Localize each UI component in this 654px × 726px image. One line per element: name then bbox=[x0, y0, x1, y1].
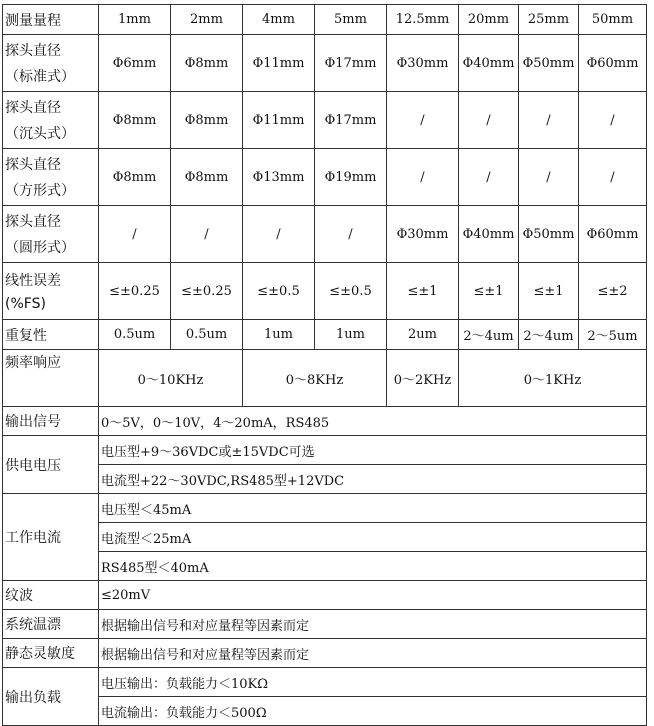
value-cell: / bbox=[99, 206, 171, 263]
row-label: 供电电压 bbox=[3, 436, 99, 494]
value-cell: Φ6mm bbox=[99, 35, 171, 92]
probe-sunk-row bbox=[3, 92, 647, 149]
probe-standard-row bbox=[3, 35, 647, 92]
value-cell: / bbox=[387, 149, 459, 206]
work-current-row-2 bbox=[3, 523, 647, 552]
value-cell: 2～4um bbox=[519, 320, 579, 350]
range-cell: 25mm bbox=[519, 5, 579, 35]
range-cell: 20mm bbox=[459, 5, 519, 35]
value-cell: Φ8mm bbox=[171, 35, 243, 92]
value-cell: ≤±1 bbox=[387, 263, 459, 320]
value-cell: 1um bbox=[315, 320, 387, 350]
work-current-row-3 bbox=[3, 552, 647, 581]
value-cell: Φ50mm bbox=[519, 206, 579, 263]
value-cell: Φ19mm bbox=[315, 149, 387, 206]
range-cell: 50mm bbox=[579, 5, 647, 35]
value-cell: Φ50mm bbox=[519, 35, 579, 92]
probe-square-row bbox=[3, 149, 647, 206]
value-cell: 电流型+22～30VDC,RS485型+12VDC bbox=[99, 465, 647, 494]
ripple-row bbox=[3, 581, 647, 610]
value-cell: Φ17mm bbox=[315, 35, 387, 92]
value-cell: / bbox=[579, 92, 647, 149]
value-cell: Φ60mm bbox=[579, 206, 647, 263]
row-label: 频率响应 bbox=[3, 350, 99, 407]
value-cell: ≤±2 bbox=[579, 263, 647, 320]
value-cell: ≤±0.25 bbox=[99, 263, 171, 320]
load-row bbox=[3, 668, 647, 697]
value-cell: Φ60mm bbox=[579, 35, 647, 92]
value-cell: Φ11mm bbox=[243, 92, 315, 149]
value-cell: 2～4um bbox=[459, 320, 519, 350]
value-cell: ≤±1 bbox=[459, 263, 519, 320]
range-cell: 1mm bbox=[99, 5, 171, 35]
value-cell: 0～1KHz bbox=[459, 350, 647, 407]
value-cell: Φ30mm bbox=[387, 206, 459, 263]
row-label: 探头直径 （沉头式） bbox=[3, 92, 99, 149]
range-label: 测量量程 bbox=[3, 5, 99, 35]
value-cell: / bbox=[579, 149, 647, 206]
row-label: 重复性 bbox=[3, 320, 99, 350]
value-cell: / bbox=[519, 92, 579, 149]
value-cell: 0～8KHz bbox=[243, 350, 387, 407]
range-row bbox=[3, 5, 647, 35]
range-cell: 12.5mm bbox=[387, 5, 459, 35]
value-cell: 0.5um bbox=[99, 320, 171, 350]
value-cell: RS485型＜40mA bbox=[99, 552, 647, 581]
row-label: 探头直径 （圆形式） bbox=[3, 206, 99, 263]
value-cell: 电流输出：负载能力＜500Ω bbox=[99, 697, 647, 726]
row-label: 输出负载 bbox=[3, 668, 99, 726]
value-cell: Φ30mm bbox=[387, 35, 459, 92]
value-cell: 电压型+9～36VDC或±15VDC可选 bbox=[99, 436, 647, 465]
row-label: 纹波 bbox=[3, 581, 99, 610]
value-cell: 电流型＜25mA bbox=[99, 523, 647, 552]
value-cell: ≤±0.25 bbox=[171, 263, 243, 320]
temp-drift-row bbox=[3, 610, 647, 639]
value-cell: Φ8mm bbox=[171, 92, 243, 149]
repeatability-row bbox=[3, 320, 647, 350]
row-label: 系统温漂 bbox=[3, 610, 99, 639]
value-cell: / bbox=[387, 92, 459, 149]
work-current-row bbox=[3, 494, 647, 523]
probe-round-row bbox=[3, 206, 647, 263]
value-cell: 2um bbox=[387, 320, 459, 350]
value-cell: / bbox=[171, 206, 243, 263]
spec-table bbox=[2, 4, 647, 726]
value-cell: 根据输出信号和对应量程等因素而定 bbox=[99, 639, 647, 668]
value-cell: Φ13mm bbox=[243, 149, 315, 206]
range-cell: 2mm bbox=[171, 5, 243, 35]
value-cell: Φ8mm bbox=[171, 149, 243, 206]
row-label: 静态灵敏度 bbox=[3, 639, 99, 668]
value-cell: 1um bbox=[243, 320, 315, 350]
value-cell: 0～10KHz bbox=[99, 350, 243, 407]
value-cell: 根据输出信号和对应量程等因素而定 bbox=[99, 610, 647, 639]
row-label: 输出信号 bbox=[3, 407, 99, 436]
value-cell: ≤20mV bbox=[99, 581, 647, 610]
value-cell: / bbox=[459, 149, 519, 206]
value-cell: ≤±0.5 bbox=[243, 263, 315, 320]
value-cell: Φ11mm bbox=[243, 35, 315, 92]
value-cell: ≤±0.5 bbox=[315, 263, 387, 320]
supply-row bbox=[3, 436, 647, 465]
linearity-row bbox=[3, 263, 647, 320]
value-cell: 2～5um bbox=[579, 320, 647, 350]
row-label: 探头直径 （标准式） bbox=[3, 35, 99, 92]
row-label: 线性误差 (%FS) bbox=[3, 263, 99, 320]
range-cell: 4mm bbox=[243, 5, 315, 35]
value-cell: Φ40mm bbox=[459, 35, 519, 92]
value-cell: Φ8mm bbox=[99, 149, 171, 206]
supply-row-2 bbox=[3, 465, 647, 494]
value-cell: Φ8mm bbox=[99, 92, 171, 149]
value-cell: / bbox=[519, 149, 579, 206]
frequency-row bbox=[3, 350, 647, 407]
value-cell: / bbox=[459, 92, 519, 149]
value-cell: ≤±1 bbox=[519, 263, 579, 320]
range-cell: 5mm bbox=[315, 5, 387, 35]
value-cell: / bbox=[315, 206, 387, 263]
row-label: 工作电流 bbox=[3, 494, 99, 581]
value-cell: 电压输出：负载能力＜10KΩ bbox=[99, 668, 647, 697]
sensitivity-row bbox=[3, 639, 647, 668]
value-cell: 0.5um bbox=[171, 320, 243, 350]
value-cell: 0～2KHz bbox=[387, 350, 459, 407]
value-cell: Φ40mm bbox=[459, 206, 519, 263]
output-signal-row bbox=[3, 407, 647, 436]
load-row-2 bbox=[3, 697, 647, 726]
value-cell: 电压型＜45mA bbox=[99, 494, 647, 523]
value-cell: Φ17mm bbox=[315, 92, 387, 149]
row-label: 探头直径 （方形式） bbox=[3, 149, 99, 206]
value-cell: / bbox=[243, 206, 315, 263]
value-cell: 0～5V，0～10V，4～20mA，RS485 bbox=[99, 407, 647, 436]
